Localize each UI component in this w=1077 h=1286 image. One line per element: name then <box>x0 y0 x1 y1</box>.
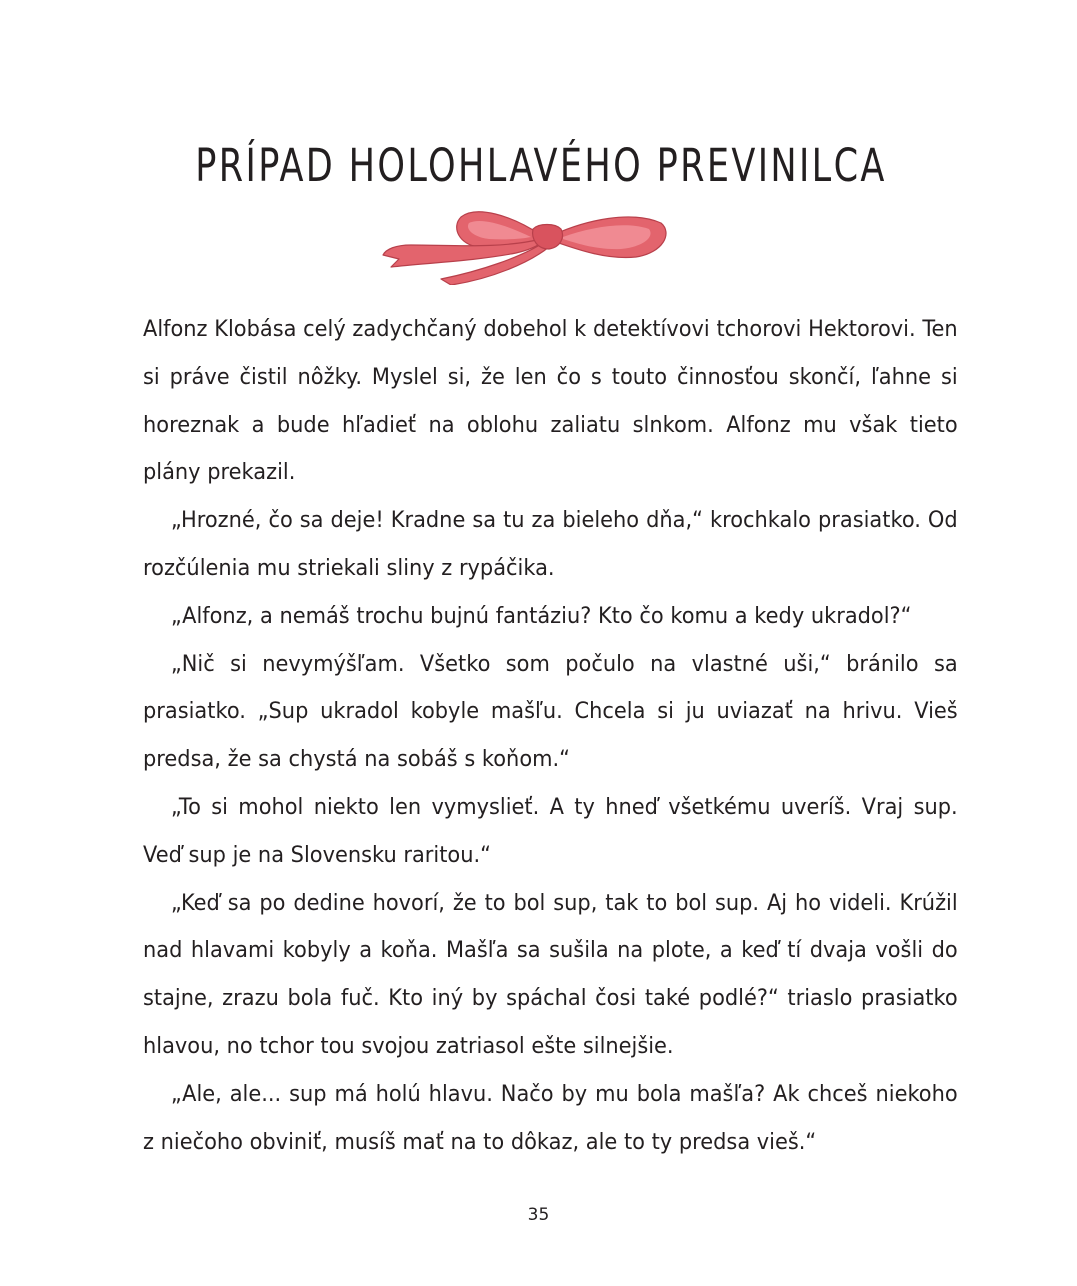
chapter-body <box>143 306 958 1166</box>
page-number: 35 <box>527 1205 550 1225</box>
paragraph: „Nič si nevymýšľam. Všetko som počulo na vlastné uši,“ bránilo sa prasiatko. „Sup ukradol kobyle mašľu. Chcela si ju uviazať na hrivu. Vieš predsa, že sa chystá na sobáš s koňom.“ <box>143 650 958 773</box>
paragraph: „Keď sa po dedine hovorí, že to bol sup, tak to bol sup. Aj ho videli. Krúžil nad hlavami kobyly a koňa. Mašľa sa sušila na plote, a keď tí dvaja vošli do stajne, zrazu bola fuč. Kto iný by spáchal čosi také podlé?“ triaslo prasiatko hlavou, no tchor tou svojou zatriasol ešte silnejšie. <box>143 889 958 1059</box>
paragraph: „Ale, ale... sup má holú hlavu. Načo by mu bola mašľa? Ak chceš niekoho z niečoho obviniť, musíš mať na to dôkaz, ale to ty predsa vieš.“ <box>143 1080 958 1155</box>
chapter-title: PRÍPAD HOLOHLAVÉHO PREVINILCA <box>195 139 887 192</box>
paragraph: „Hrozné, čo sa deje! Kradne sa tu za bieleho dňa,“ krochkalo prasiatko. Od rozčúlenia mu striekali sliny z rypáčika. <box>143 507 958 581</box>
paragraph: Alfonz Klobása celý zadychčaný dobehol k detektívovi tchorovi Hektorovi. Ten si práve čistil nôžky. Myslel si, že len čo s touto činnosťou skončí, ľahne si horeznak a bude hľadieť na oblohu zaliatu slnkom. Alfonz mu však tieto plány prekazil. <box>143 316 958 486</box>
paragraph: „Alfonz, a nemáš trochu bujnú fantáziu? Kto čo komu a kedy ukradol?“ <box>170 602 912 629</box>
red-ribbon-bow-icon <box>381 205 671 285</box>
paragraph: „To si mohol niekto len vymyslieť. A ty hneď všetkému uveríš. Vraj sup. Veď sup je na Slovensku raritou.“ <box>143 793 958 868</box>
